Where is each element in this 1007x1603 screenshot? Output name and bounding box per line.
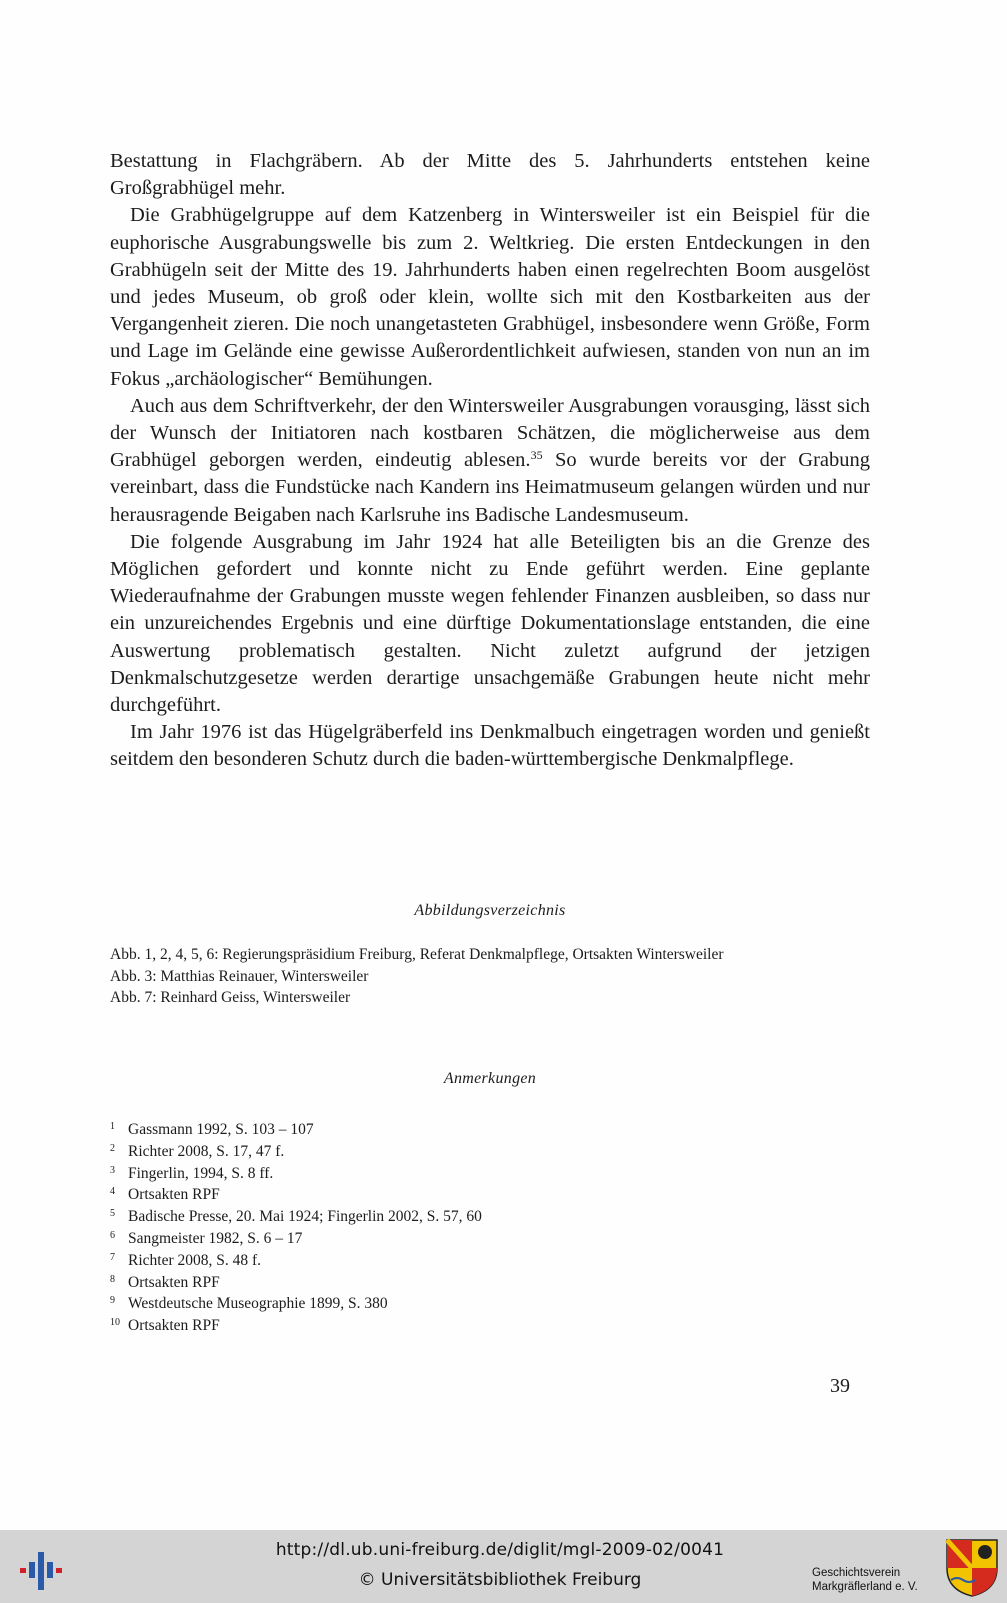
credit-line: Abb. 1, 2, 4, 5, 6: Regierungspräsidium Freiburg, Referat Denkmalpflege, Ortsakten Wintersweiler <box>110 946 724 963</box>
society-name-line-1: Geschichtsverein <box>812 1567 901 1579</box>
source-url-link[interactable]: http://dl.ub.uni-freiburg.de/diglit/mgl-2009-02/0041 <box>275 1540 725 1560</box>
note-item <box>110 1315 810 1337</box>
notes-heading: Anmerkungen <box>443 1070 537 1087</box>
paragraph-4: Die folgende Ausgrabung im Jahr 1924 hat alle Beteiligten bis an die Grenze des Möglichen gefordert und konnte nicht zu Ende geführt werden. Eine geplante Wiederaufnahme der Grabungen musste wegen fehlender Finanzen ausbleiben, so dass nur ein unzureichendes Ergebnis und eine dürftige Dokumentationslage entstanden, die eine Auswertung problematisch gestalten. Nicht zuletzt aufgrund der jetzigen Denkmalschutzgesetze werden derartige unsachgemäße Grabungen heute nicht mehr durchgeführt. <box>110 530 870 717</box>
note-number: 1 <box>110 1121 115 1132</box>
society-crest-icon[interactable] <box>945 1538 999 1598</box>
paragraph-5: Im Jahr 1976 ist das Hügelgräberfeld ins Denkmalbuch eingetragen worden und genießt seitdem den besonderen Schutz durch die baden-württembergische Denkmalpflege. <box>110 721 870 771</box>
note-text: Richter 2008, S. 17, 47 f. <box>128 1142 285 1160</box>
footer-bar <box>0 1530 1007 1603</box>
page-number: 39 <box>830 1375 850 1397</box>
body-text <box>110 148 870 774</box>
note-number: 3 <box>110 1164 115 1176</box>
notes-list <box>110 1119 810 1337</box>
paragraph-1: Bestattung in Flachgräbern. Ab der Mitte des 5. Jahrhunderts entstehen keine Großgrabhügel mehr. <box>110 150 870 200</box>
note-number: 7 <box>110 1251 115 1263</box>
note-text: Gassmann 1992, S. 103 – 107 <box>128 1121 314 1138</box>
note-text: Fingerlin, 1994, S. 8 ff. <box>128 1164 274 1182</box>
note-number: 4 <box>110 1186 115 1198</box>
note-item <box>110 1228 810 1250</box>
note-number: 8 <box>110 1273 115 1285</box>
note-item <box>110 1250 810 1272</box>
note-text: Westdeutsche Museographie 1899, S. 380 <box>128 1295 388 1313</box>
copyright-text: © Universitätsbibliothek Freiburg <box>358 1570 642 1590</box>
note-number: 9 <box>110 1295 115 1307</box>
note-number: 5 <box>110 1208 115 1220</box>
paragraph-3-part-2: So wurde bereits vor der Grabung vereinbart, dass die Fundstücke nach Kandern ins Heimatmuseum gelangen würden und nur herausragende Beigaben nach Karlsruhe ins Badische Landesmuseum. <box>110 449 871 526</box>
figure-credits <box>110 944 890 1009</box>
note-number: 2 <box>110 1142 115 1154</box>
credit-line: Abb. 3: Matthias Reinauer, Wintersweiler <box>110 967 369 985</box>
note-item <box>110 1184 810 1206</box>
note-text: Ortsakten RPF <box>128 1317 220 1335</box>
note-number: 10 <box>110 1317 120 1329</box>
note-item <box>110 1141 810 1163</box>
note-number: 6 <box>110 1229 115 1241</box>
figures-heading: Abbildungsverzeichnis <box>414 902 566 919</box>
credit-line: Abb. 7: Reinhard Geiss, Wintersweiler <box>110 989 351 1006</box>
paragraph-3-part-1: Auch aus dem Schriftverkehr, der den Wintersweiler Ausgrabungen vorausging, lässt sich der Wunsch der Initiatoren nach kostbaren Schätzen, die möglicherweise aus dem Grabhügel geborgen werden, eindeutig ablesen. <box>110 394 870 472</box>
note-text: Sangmeister 1982, S. 6 – 17 <box>128 1229 303 1247</box>
note-item <box>110 1119 810 1141</box>
note-text: Ortsakten RPF <box>128 1186 220 1204</box>
paragraph-3 <box>110 393 870 529</box>
note-item <box>110 1293 810 1315</box>
paragraph-2: Die Grabhügelgruppe auf dem Katzenberg in Wintersweiler ist ein Beispiel für die euphorische Ausgrabungswelle bis zum 2. Weltkrieg. Die ersten Entdeckungen in den Grabhügeln seit der Mitte des 19. Jahrhunderts haben einen regelrechten Boom ausgelöst und jedes Museum, ob groß oder klein, wollte sich mit den Kostbarkeiten aus der Vergangenheit zieren. Die noch unangetasteten Grabhügel, insbesondere wenn Größe, Form und Lage im Gelände eine gewisse Außerordentlichkeit aufwiesen, standen von nun an im Fokus „archäologischer“ Bemühungen. <box>110 204 870 390</box>
ub-freiburg-logo-icon[interactable] <box>20 1548 70 1590</box>
note-item <box>110 1163 810 1185</box>
footnote-ref-35[interactable]: 35 <box>530 448 543 463</box>
society-name-line-2: Markgräflerland e. V. <box>812 1581 918 1593</box>
note-text: Ortsakten RPF <box>128 1273 220 1291</box>
note-text: Badische Presse, 20. Mai 1924; Fingerlin 2002, S. 57, 60 <box>128 1208 482 1226</box>
note-item <box>110 1206 810 1228</box>
society-name <box>812 1566 952 1594</box>
note-item <box>110 1272 810 1294</box>
note-text: Richter 2008, S. 48 f. <box>128 1251 262 1269</box>
